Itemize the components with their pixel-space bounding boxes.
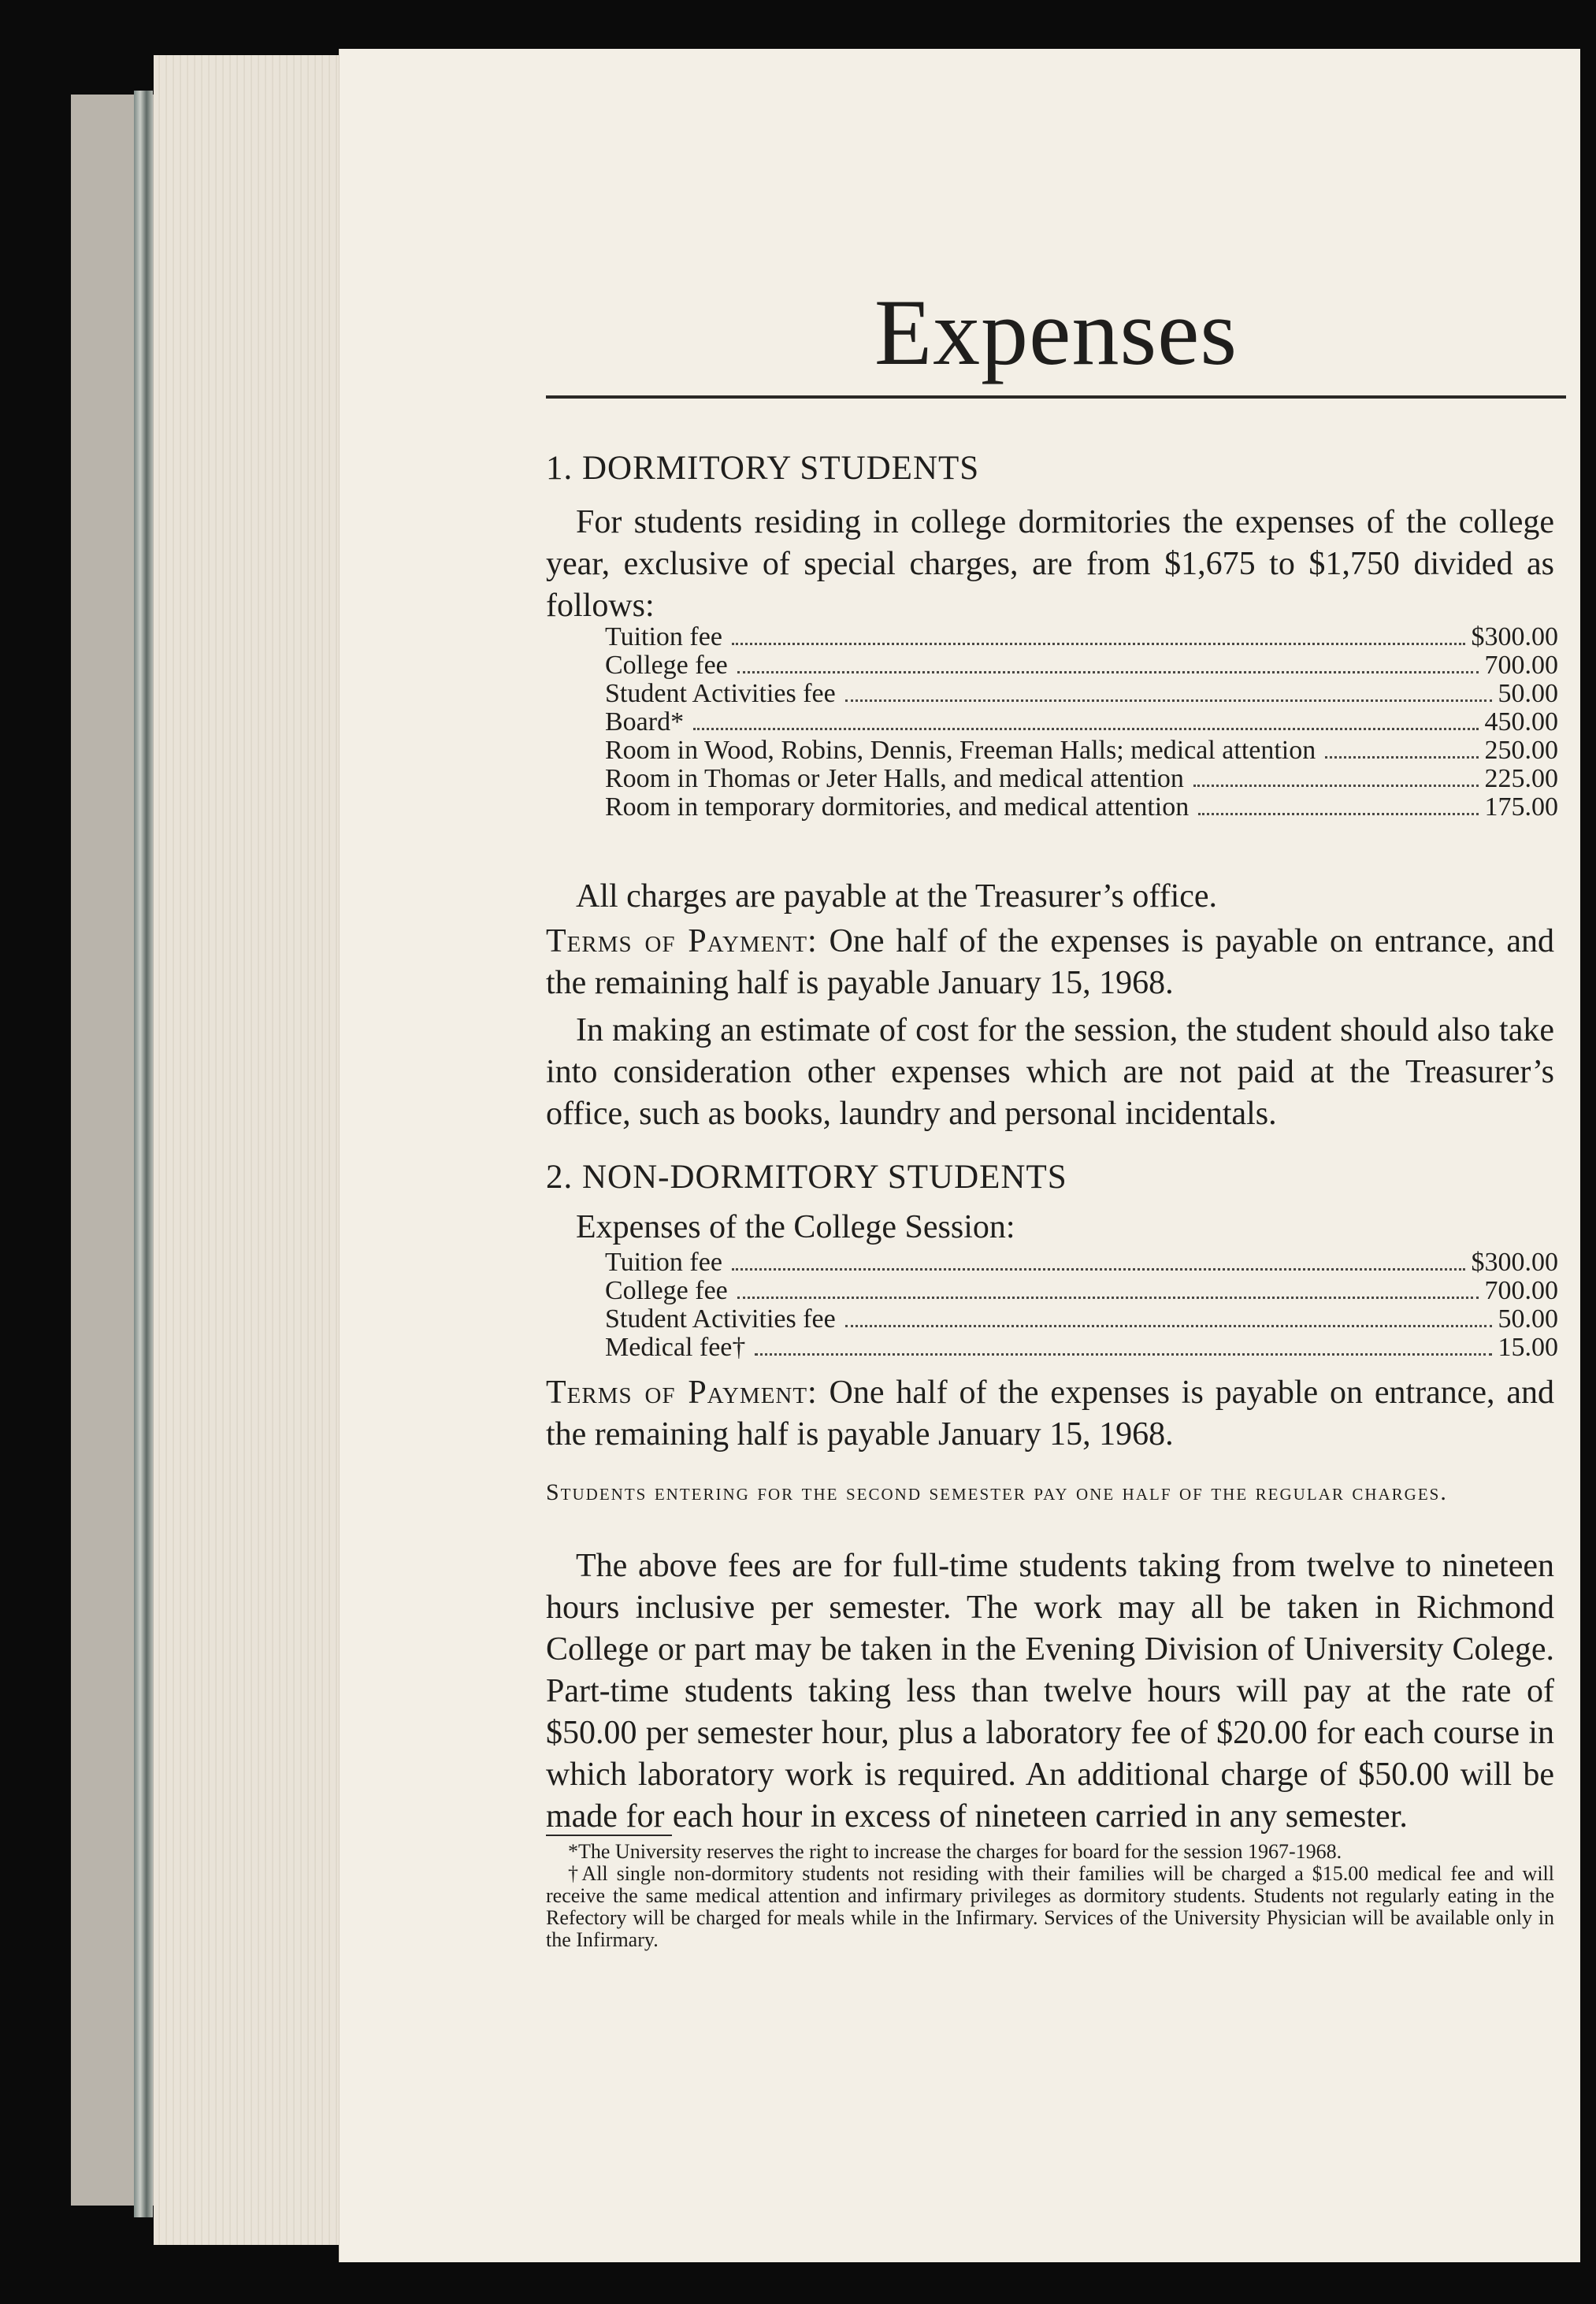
page-title: Expenses	[874, 280, 1238, 384]
fee-name: College fee	[605, 651, 728, 680]
book-page	[339, 49, 1580, 2262]
fee-row	[605, 651, 1558, 680]
full-time-paragraph: The above fees are for full-time students taking from twelve to nineteen hours inclusive per semester. The work may all be taken in Richmond College or part may be taken in the Evening Division of University Colege. Part-time students taking less than twelve hours will pay at the rate of $50.00 per semester hour, plus a laboratory fee of $20.00 for each course in which laboratory work is required. An additional charge of $50.00 will be made for each hour in excess of nineteen carried in any semester.	[546, 1548, 1554, 1835]
fee-row	[605, 1248, 1558, 1277]
terms-of-payment-non-dormitory	[546, 1372, 1554, 1456]
fee-name: College fee	[605, 1276, 728, 1305]
leader-dots	[737, 1297, 1479, 1299]
fee-row	[605, 736, 1558, 765]
fee-name: Room in Wood, Robins, Dennis, Freeman Halls; medical attention	[605, 736, 1316, 765]
second-semester-note: Students entering for the second semester pay one half of the regular charges.	[546, 1479, 1448, 1505]
leader-dots	[755, 1353, 1491, 1356]
footnote-board: *The University reserves the right to increase the charges for board for the session 1967-1968.	[568, 1840, 1342, 1863]
leader-dots	[693, 728, 1478, 730]
payable-note: All charges are payable at the Treasurer’s office.	[576, 878, 1218, 915]
fee-name: Room in temporary dormitories, and medical attention	[605, 792, 1190, 822]
title-rule	[546, 395, 1566, 399]
section-heading-non-dormitory: 2. NON-DORMITORY STUDENTS	[546, 1159, 1067, 1196]
fee-row	[605, 1334, 1558, 1362]
fee-name: Board*	[605, 707, 685, 736]
terms-text: One half of the expenses is payable on entrance, and the remaining half is payable January 15, 1968.	[546, 1375, 1554, 1453]
footnote-rule	[546, 1835, 672, 1836]
section-heading-dormitory: 1. DORMITORY STUDENTS	[546, 450, 980, 487]
fee-row	[605, 765, 1558, 793]
fee-amount: 50.00	[1498, 679, 1558, 708]
fee-row	[605, 793, 1558, 822]
dormitory-intro: For students residing in college dormitories the expenses of the college year, exclusive of special charges, are from $1,675 to $1,750 divided as follows:	[546, 504, 1554, 624]
fee-amount: $300.00	[1471, 622, 1558, 651]
fee-row	[605, 680, 1558, 708]
footnotes	[546, 1841, 1554, 1951]
fee-name: Student Activities fee	[605, 679, 836, 708]
fee-row	[605, 1305, 1558, 1334]
fee-amount: 250.00	[1484, 736, 1558, 765]
leader-dots	[1193, 785, 1479, 787]
book-spine	[134, 91, 153, 2217]
leader-dots	[1325, 756, 1478, 759]
leader-dots	[845, 699, 1492, 702]
estimate-paragraph: In making an estimate of cost for the session, the student should also take into consideration other expenses which are not paid at the Treasurer’s office, such as books, laundry and personal incidentals.	[546, 1012, 1554, 1132]
fee-name: Student Activities fee	[605, 1304, 836, 1334]
fee-amount: 450.00	[1484, 707, 1558, 736]
terms-label: Terms of Payment:	[546, 1375, 818, 1411]
fee-row	[605, 623, 1558, 651]
dormitory-fee-table	[605, 623, 1558, 822]
non-dormitory-intro: Expenses of the College Session:	[576, 1209, 1015, 1245]
terms-text: One half of the expenses is payable on entrance, and the remaining half is payable January 15, 1968.	[546, 923, 1554, 1001]
leader-dots	[845, 1325, 1492, 1327]
fee-name: Room in Thomas or Jeter Halls, and medical attention	[605, 764, 1184, 793]
fee-amount: 15.00	[1498, 1333, 1558, 1362]
fee-amount: 700.00	[1484, 1276, 1558, 1305]
fee-amount: $300.00	[1471, 1248, 1558, 1277]
fee-row	[605, 1277, 1558, 1305]
fee-row	[605, 708, 1558, 736]
leader-dots	[732, 643, 1465, 645]
fee-name: Tuition fee	[605, 1248, 722, 1277]
fee-amount: 50.00	[1498, 1304, 1558, 1334]
fee-amount: 700.00	[1484, 651, 1558, 680]
footnote-medical: †All single non-dormitory students not residing with their families will be charged a $15.00 medical fee and will receive the same medical attention and infirmary privileges as dormitory students. Students not regularly eating in the Refectory will be charged for meals while in the Infirmary. Services of the University Physician will be available only in the Infirmary.	[546, 1862, 1554, 1951]
terms-of-payment-dormitory	[546, 921, 1554, 1004]
fee-name: Medical fee†	[605, 1333, 746, 1362]
fee-amount: 225.00	[1484, 764, 1558, 793]
leader-dots	[737, 671, 1479, 673]
terms-label: Terms of Payment:	[546, 923, 818, 959]
page-edges	[154, 55, 358, 2245]
leader-dots	[732, 1268, 1465, 1271]
fee-amount: 175.00	[1484, 792, 1558, 822]
non-dormitory-fee-table	[605, 1248, 1558, 1362]
fee-name: Tuition fee	[605, 622, 722, 651]
leader-dots	[1198, 813, 1478, 815]
